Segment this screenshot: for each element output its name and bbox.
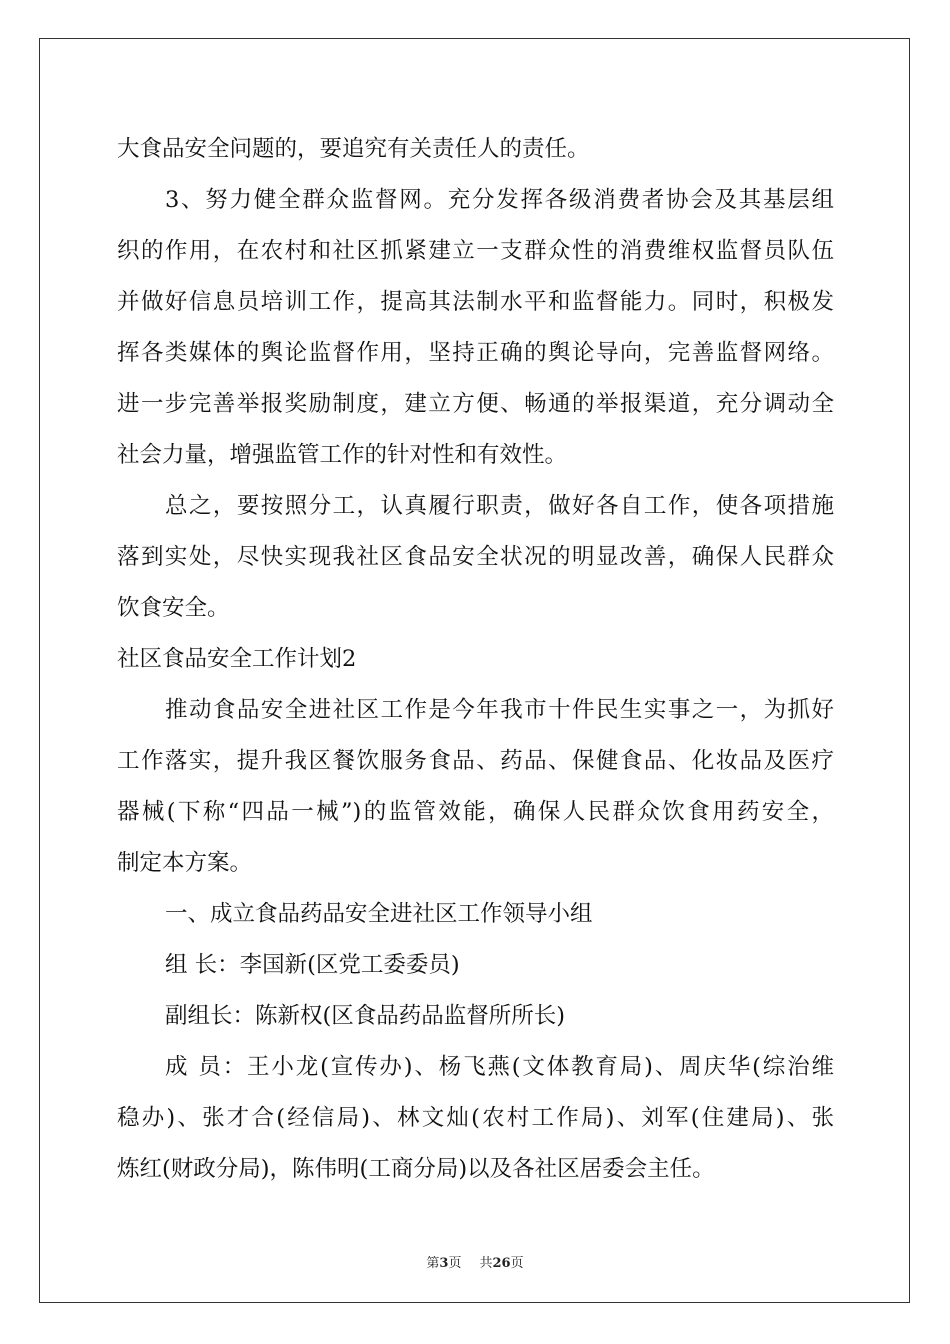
text-line: 并做好信息员培训工作，提高其法制水平和监督能力。同时，积极发 bbox=[117, 289, 834, 315]
text-line: 大食品安全问题的，要追究有关责任人的责任。 bbox=[117, 136, 590, 162]
text-line: 制定本方案。 bbox=[117, 850, 253, 876]
text-line: 组 长：李国新(区党工委委员) bbox=[165, 952, 460, 978]
text-line: 饮食安全。 bbox=[117, 595, 230, 621]
text-line: 推动食品安全进社区工作是今年我市十件民生实事之一，为抓好 bbox=[165, 697, 834, 723]
text-line: 器械(下称“四品一械”)的监管效能，确保人民群众饮食用药安全， bbox=[117, 799, 834, 825]
page-suffix: 页 bbox=[448, 1256, 462, 1271]
text-line: 3、努力健全群众监督网。充分发挥各级消费者协会及其基层组 bbox=[165, 187, 834, 213]
text-line: 工作落实，提升我区餐饮服务食品、药品、保健食品、化妆品及医疗 bbox=[117, 748, 834, 774]
text-line: 挥各类媒体的舆论监督作用，坚持正确的舆论导向，完善监督网络。 bbox=[117, 340, 834, 366]
total-prefix: 共 bbox=[479, 1256, 493, 1271]
page-number: 3 bbox=[439, 1256, 449, 1271]
page-footer bbox=[0, 1252, 950, 1271]
text-line: 稳办)、张才合(经信局)、林文灿(农村工作局)、刘军(住建局)、张 bbox=[117, 1105, 834, 1131]
text-line: 总之，要按照分工，认真履行职责，做好各自工作，使各项措施 bbox=[165, 493, 834, 519]
text-line: 成 员：王小龙(宣传办)、杨飞燕(文体教育局)、周庆华(综治维 bbox=[165, 1054, 834, 1080]
text-line: 炼红(财政分局)，陈伟明(工商分局)以及各社区居委会主任。 bbox=[117, 1156, 715, 1182]
total-pages: 26 bbox=[492, 1256, 511, 1271]
text-line: 进一步完善举报奖励制度，建立方便、畅通的举报渠道，充分调动全 bbox=[117, 391, 834, 417]
page-prefix: 第 bbox=[426, 1256, 440, 1271]
text-line: 织的作用，在农村和社区抓紧建立一支群众性的消费维权监督员队伍 bbox=[117, 238, 834, 264]
text-line: 一、成立食品药品安全进社区工作领导小组 bbox=[165, 901, 593, 927]
text-line: 落到实处，尽快实现我社区食品安全状况的明显改善，确保人民群众 bbox=[117, 544, 834, 570]
section-heading: 社区食品安全工作计划2 bbox=[117, 646, 357, 672]
text-line: 副组长：陈新权(区食品药品监督所所长) bbox=[165, 1003, 566, 1029]
document-body bbox=[117, 124, 834, 1195]
total-suffix: 页 bbox=[510, 1256, 524, 1271]
text-line: 社会力量，增强监管工作的针对性和有效性。 bbox=[117, 442, 568, 468]
